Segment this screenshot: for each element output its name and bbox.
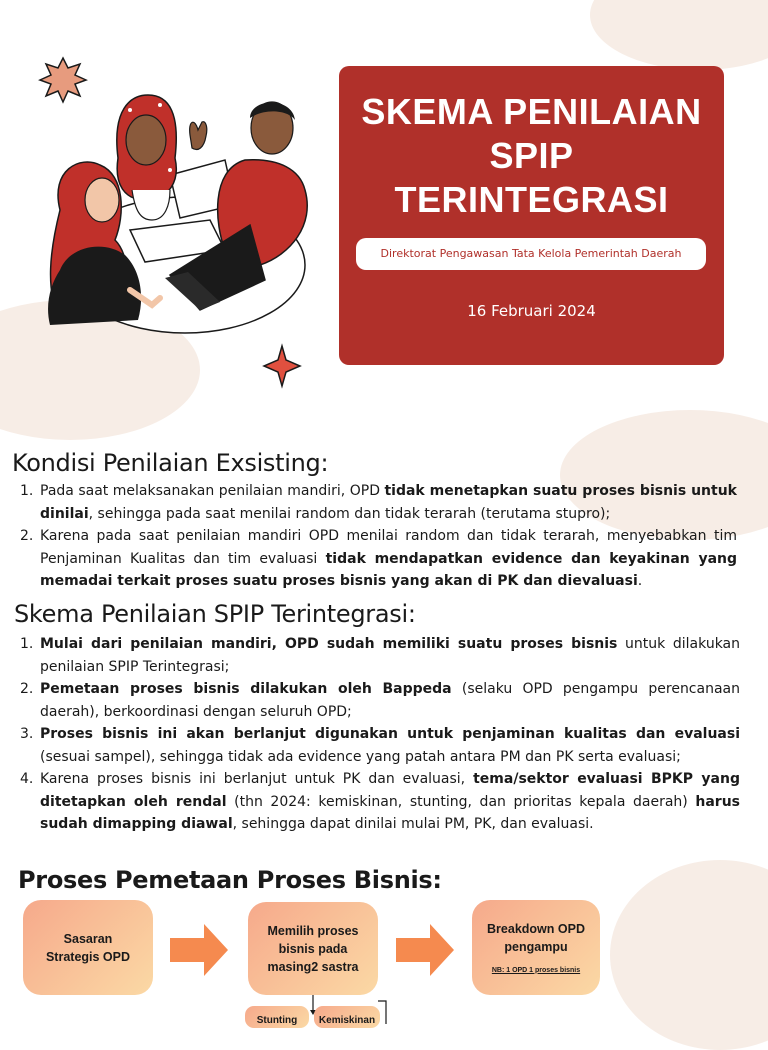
arrow-right-icon — [170, 920, 230, 980]
chip-kemiskinan: Kemiskinan — [314, 1006, 380, 1028]
list-item-bold-text: tidak mendapatkan evidence dan keyakinan yang memadai terkait proses suatu proses bisnis yang akan di PK dan dievaluasi — [40, 550, 738, 589]
bg-blob-top-right — [590, 0, 768, 70]
title-line-1: SKEMA PENILAIAN — [361, 91, 702, 132]
list-item-number: 2. — [20, 528, 34, 544]
list-item-text: Pada saat melaksanakan penilaian mandiri, OPD — [40, 483, 385, 499]
list-item — [20, 633, 740, 678]
list-item — [20, 768, 740, 836]
flow-box-breakdown-note: NB: 1 OPD 1 proses bisnis — [491, 966, 581, 974]
list-item — [20, 525, 737, 593]
list-item-number: 1. — [20, 483, 34, 499]
star-icon — [40, 58, 86, 102]
list-item-text: , sehingga dapat dinilai mulai PM, PK, dan evaluasi. — [232, 816, 594, 832]
kondisi-list — [20, 480, 737, 593]
flow-box-sasaran — [23, 900, 153, 995]
flow-box-breakdown-label: Breakdown OPD pengampu — [487, 921, 585, 954]
list-item-bold-text: Proses bisnis ini akan berlanjut digunakan untuk penjaminan kualitas dan evaluasi — [40, 726, 740, 742]
list-item-text: (selaku OPD pengampu perencanaan daerah), berkoordinasi dengan seluruh OPD; — [40, 681, 740, 720]
subtitle-pill: Direktorat Pengawasan Tata Kelola Pemerintah Daerah — [356, 238, 706, 270]
list-item-text: (thn 2024: kemiskinan, stunting, dan prioritas kepala daerah) — [226, 793, 696, 810]
list-item-number: 1. — [20, 636, 34, 652]
list-item-bold-text: Mulai dari penilaian mandiri, OPD sudah memiliki suatu proses bisnis — [40, 636, 618, 652]
list-item-number: 4. — [20, 771, 34, 787]
list-item-text: Karena pada saat penilaian mandiri OPD menilai random dan tidak terarah, menyebabkan tim Penjaminan Kualitas dan tim evaluasi — [40, 528, 737, 567]
title-card — [339, 66, 724, 365]
date-text: 16 Februari 2024 — [467, 302, 596, 320]
flow-box-memilih — [248, 902, 378, 995]
list-item-text: . — [637, 573, 643, 589]
skema-list — [20, 633, 740, 836]
flow-box-sasaran-label: Sasaran Strategis OPD — [45, 931, 131, 964]
list-item-text: , sehingga pada saat menilai random dan tidak terarah (terutama stupro); — [88, 505, 611, 522]
arrow-right-icon — [396, 920, 456, 980]
chip-stunting: Stunting — [245, 1006, 309, 1028]
flow-box-memilih-label: Memilih proses bisnis pada masing2 sastra — [267, 923, 359, 974]
list-item-bold-text: tidak menetapkan suatu proses bisnis untuk dinilai — [40, 483, 737, 522]
meeting-illustration — [20, 40, 340, 400]
list-item-number: 2. — [20, 681, 34, 697]
list-item — [20, 723, 740, 768]
bg-blob-bottom-right — [610, 860, 768, 1050]
title-line-3: TERINTEGRASI — [394, 179, 669, 220]
list-item — [20, 678, 740, 723]
list-item-text: untuk dilakukan penilaian SPIP Terintegrasi; — [40, 636, 741, 675]
sparkle-icon — [264, 346, 300, 386]
list-item-bold-text: harus sudah dimapping diawal — [40, 793, 740, 832]
main-title — [339, 90, 724, 222]
list-item-text: (sesuai sampel), sehingga tidak ada evidence yang patah antara PM dan PK serta evaluasi; — [40, 748, 681, 765]
skema-heading: Skema Penilaian SPIP Terintegrasi: — [14, 600, 416, 628]
proses-heading: Proses Pemetaan Proses Bisnis: — [18, 866, 442, 894]
list-item-number: 3. — [20, 726, 34, 742]
list-item-text: Karena proses bisnis ini berlanjut untuk PK dan evaluasi, — [40, 771, 474, 787]
list-item — [20, 480, 737, 525]
title-line-2: SPIP — [489, 135, 574, 176]
flow-box-breakdown — [472, 900, 600, 995]
kondisi-heading: Kondisi Penilaian Exsisting: — [12, 449, 329, 477]
list-item-bold-text: Pemetaan proses bisnis dilakukan oleh Bappeda — [40, 681, 452, 697]
list-item-bold-text: tema/sektor evaluasi BPKP yang ditetapkan oleh rendal — [40, 771, 740, 810]
